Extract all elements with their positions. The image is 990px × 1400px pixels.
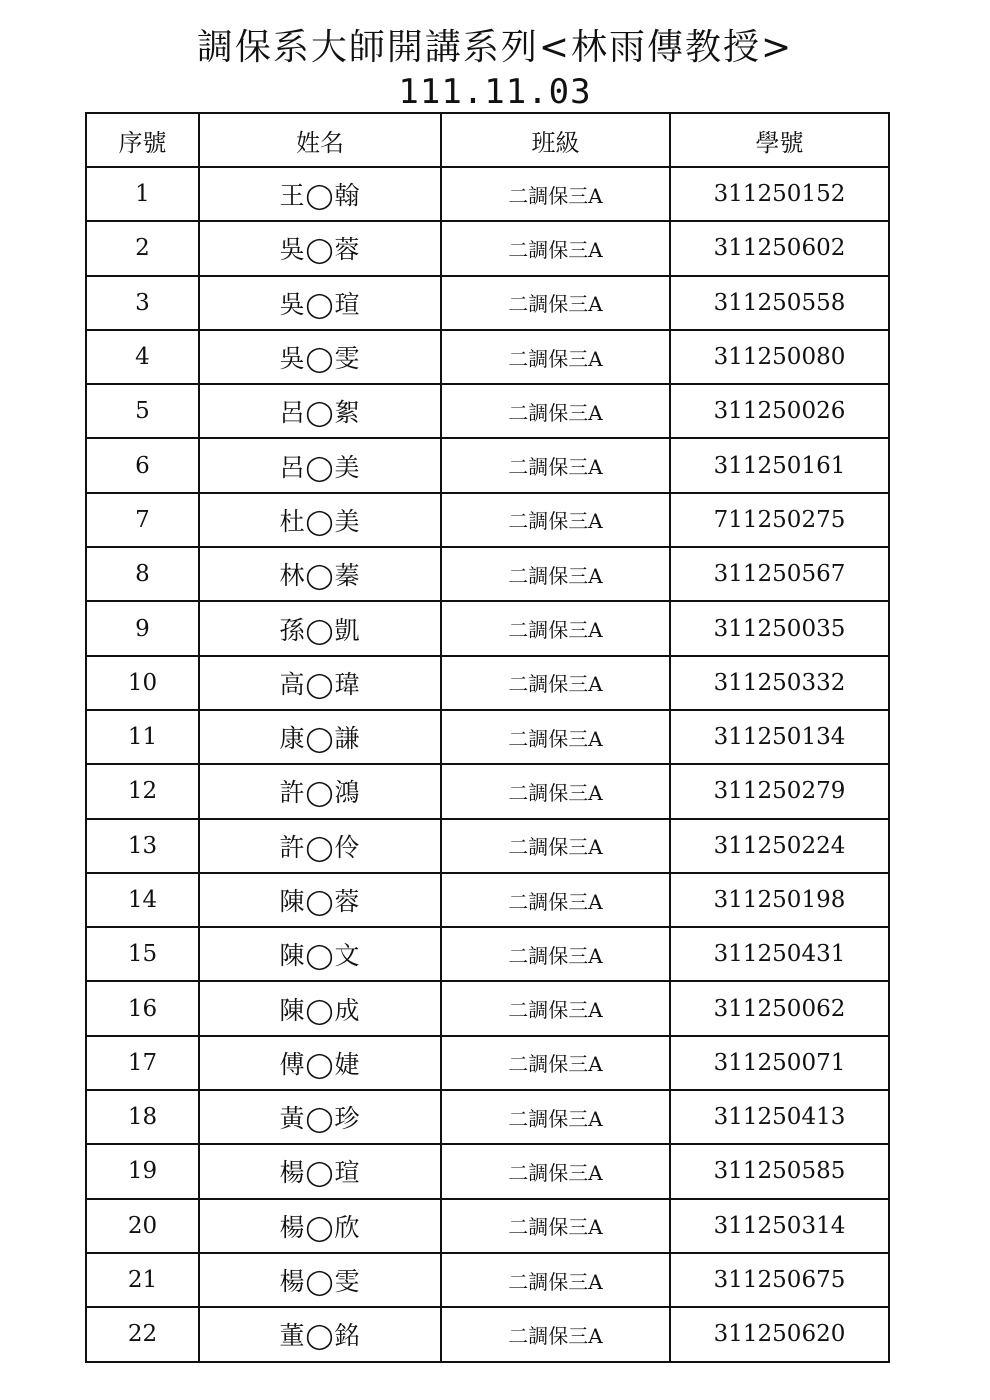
cell-student-id: 311250602 (670, 221, 889, 275)
cell-class: 二調保三A (441, 1253, 670, 1307)
cell-student-id: 311250224 (670, 819, 889, 873)
cell-student-id: 311250279 (670, 764, 889, 818)
table-row (86, 1253, 889, 1307)
cell-class: 二調保三A (441, 438, 670, 492)
cell-student-id: 311250026 (670, 384, 889, 438)
cell-seq: 15 (86, 927, 199, 981)
cell-name: 黃◯珍 (199, 1090, 441, 1144)
cell-name: 楊◯雯 (199, 1253, 441, 1307)
table-row (86, 819, 889, 873)
cell-class: 二調保三A (441, 167, 670, 221)
cell-seq: 18 (86, 1090, 199, 1144)
table-row (86, 1036, 889, 1090)
cell-seq: 11 (86, 710, 199, 764)
cell-seq: 17 (86, 1036, 199, 1090)
cell-student-id: 311250062 (670, 981, 889, 1035)
table-row (86, 438, 889, 492)
cell-class: 二調保三A (441, 601, 670, 655)
cell-seq: 4 (86, 330, 199, 384)
cell-student-id: 311250152 (670, 167, 889, 221)
cell-student-id: 311250332 (670, 656, 889, 710)
cell-class: 二調保三A (441, 1307, 670, 1361)
cell-class: 二調保三A (441, 819, 670, 873)
cell-name: 吳◯蓉 (199, 221, 441, 275)
cell-name: 傅◯婕 (199, 1036, 441, 1090)
cell-student-id: 311250080 (670, 330, 889, 384)
cell-name: 孫◯凱 (199, 601, 441, 655)
table-row (86, 221, 889, 275)
cell-name: 吳◯瑄 (199, 276, 441, 330)
table-header-row (86, 113, 889, 167)
table-row (86, 384, 889, 438)
attendance-table (85, 112, 890, 1363)
cell-student-id: 311250431 (670, 927, 889, 981)
table-row (86, 493, 889, 547)
cell-class: 二調保三A (441, 276, 670, 330)
cell-name: 陳◯蓉 (199, 873, 441, 927)
cell-student-id: 311250620 (670, 1307, 889, 1361)
cell-seq: 20 (86, 1199, 199, 1253)
cell-seq: 12 (86, 764, 199, 818)
cell-seq: 5 (86, 384, 199, 438)
cell-name: 呂◯絮 (199, 384, 441, 438)
cell-name: 吳◯雯 (199, 330, 441, 384)
cell-seq: 14 (86, 873, 199, 927)
table-row (86, 330, 889, 384)
table-row (86, 710, 889, 764)
cell-student-id: 311250314 (670, 1199, 889, 1253)
cell-class: 二調保三A (441, 1199, 670, 1253)
table-row (86, 764, 889, 818)
cell-seq: 13 (86, 819, 199, 873)
cell-class: 二調保三A (441, 873, 670, 927)
cell-student-id: 711250275 (670, 493, 889, 547)
table-row (86, 547, 889, 601)
cell-name: 王◯翰 (199, 167, 441, 221)
cell-class: 二調保三A (441, 1090, 670, 1144)
cell-name: 杜◯美 (199, 493, 441, 547)
table-row (86, 167, 889, 221)
cell-seq: 6 (86, 438, 199, 492)
cell-name: 林◯蓁 (199, 547, 441, 601)
header-name: 姓名 (199, 113, 441, 167)
header-seq: 序號 (86, 113, 199, 167)
table-row (86, 276, 889, 330)
cell-class: 二調保三A (441, 656, 670, 710)
cell-seq: 19 (86, 1144, 199, 1198)
cell-student-id: 311250567 (670, 547, 889, 601)
table-row (86, 656, 889, 710)
cell-class: 二調保三A (441, 710, 670, 764)
cell-class: 二調保三A (441, 330, 670, 384)
table-row (86, 981, 889, 1035)
cell-student-id: 311250035 (670, 601, 889, 655)
cell-name: 楊◯瑄 (199, 1144, 441, 1198)
cell-seq: 3 (86, 276, 199, 330)
cell-name: 許◯鴻 (199, 764, 441, 818)
cell-class: 二調保三A (441, 981, 670, 1035)
document-date: 111.11.03 (398, 72, 592, 112)
cell-seq: 7 (86, 493, 199, 547)
cell-class: 二調保三A (441, 221, 670, 275)
cell-student-id: 311250675 (670, 1253, 889, 1307)
table-body (86, 167, 889, 1362)
cell-name: 康◯謙 (199, 710, 441, 764)
cell-student-id: 311250134 (670, 710, 889, 764)
cell-class: 二調保三A (441, 1036, 670, 1090)
cell-class: 二調保三A (441, 384, 670, 438)
cell-seq: 22 (86, 1307, 199, 1361)
table-row (86, 873, 889, 927)
cell-name: 許◯伶 (199, 819, 441, 873)
table-row (86, 1144, 889, 1198)
cell-name: 楊◯欣 (199, 1199, 441, 1253)
cell-name: 呂◯美 (199, 438, 441, 492)
header-student-id: 學號 (670, 113, 889, 167)
cell-seq: 2 (86, 221, 199, 275)
cell-class: 二調保三A (441, 764, 670, 818)
cell-student-id: 311250071 (670, 1036, 889, 1090)
cell-seq: 16 (86, 981, 199, 1035)
cell-seq: 10 (86, 656, 199, 710)
header-class: 班級 (441, 113, 670, 167)
cell-seq: 9 (86, 601, 199, 655)
cell-class: 二調保三A (441, 1144, 670, 1198)
cell-class: 二調保三A (441, 547, 670, 601)
table-row (86, 1307, 889, 1361)
cell-name: 陳◯文 (199, 927, 441, 981)
table-row (86, 1090, 889, 1144)
cell-student-id: 311250161 (670, 438, 889, 492)
table-row (86, 927, 889, 981)
cell-class: 二調保三A (441, 493, 670, 547)
cell-name: 董◯銘 (199, 1307, 441, 1361)
cell-seq: 8 (86, 547, 199, 601)
cell-name: 陳◯成 (199, 981, 441, 1035)
cell-student-id: 311250413 (670, 1090, 889, 1144)
cell-seq: 1 (86, 167, 199, 221)
cell-name: 高◯瑋 (199, 656, 441, 710)
cell-student-id: 311250558 (670, 276, 889, 330)
cell-student-id: 311250585 (670, 1144, 889, 1198)
table-row (86, 601, 889, 655)
document-title: 調保系大師開講系列<林雨傳教授> (196, 27, 794, 68)
cell-class: 二調保三A (441, 927, 670, 981)
cell-seq: 21 (86, 1253, 199, 1307)
cell-student-id: 311250198 (670, 873, 889, 927)
table-row (86, 1199, 889, 1253)
